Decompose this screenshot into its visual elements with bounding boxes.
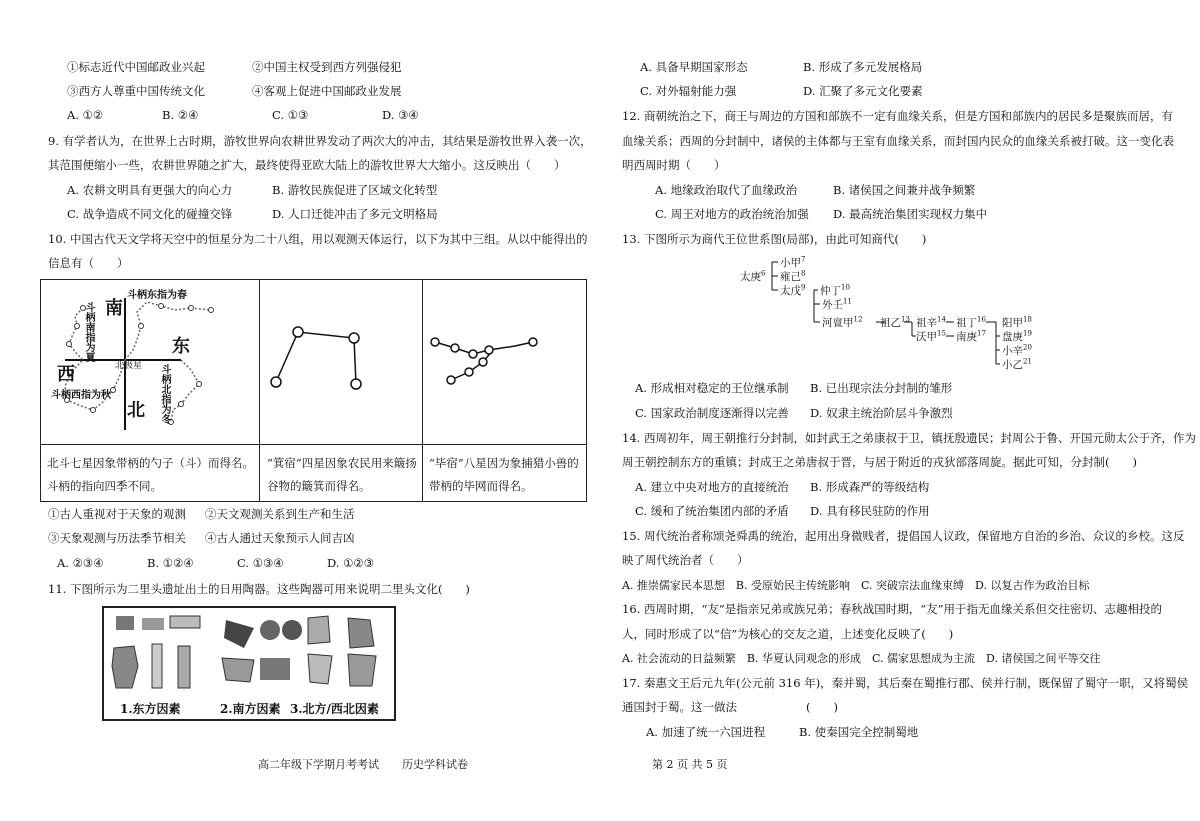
q10-text-line1: 10. 中国古代天文学将天空中的恒星分为二十八组，用以观测天体运行，以下为其中三组。从以中能得出的 [48, 232, 588, 246]
q8-item-4: ④客观上促进中国邮政业发展 [252, 84, 402, 98]
dipper-polaris-label: 北极星 [115, 361, 143, 371]
q10-item-4: ④古人通过天象预示人间吉凶 [205, 531, 355, 545]
q17-option-b: B. 使秦国完全控制蜀地 [799, 725, 919, 739]
tree-zuyi: 祖乙$^{13}$ [880, 315, 910, 329]
pottery-drawings [104, 608, 394, 698]
q9-option-b: B. 游牧民族促进了区域文化转型 [272, 183, 438, 197]
pottery-label-east: 1.东方因素 [120, 702, 181, 716]
q15-text-line1: 15. 周代统治者称颂尧舜禹的统治，起用出身微贱者，提倡国人议政，保留地方自治的乡治、众议的乡校。这反 [622, 529, 1185, 543]
dipper-east-label: 东 [172, 336, 190, 357]
q13-text: 13. 下图所示为商代王位世系图(局部)，由此可知商代( ) [622, 232, 927, 246]
q10-item-1: ①古人重视对于天象的观测 [48, 507, 186, 521]
q16-options: A. 社会流动的日益频繁 B. 华夏认同观念的形成 C. 儒家思想成为主流 D. 诸侯国之间平等交往 [622, 652, 1101, 665]
q8-option-a: A. ①② [67, 108, 104, 122]
q14-option-c: C. 缓和了统治集团内部的矛盾 [635, 504, 789, 518]
tree-pangeng: 盘庚$^{19}$ [1002, 329, 1032, 343]
q12-option-b: B. 诸侯国之间兼并战争频繁 [833, 183, 976, 197]
q10-option-b: B. ①②④ [147, 556, 194, 570]
q15-text-line2: 映了周代统治者（ ） [622, 553, 749, 567]
q12-text-line2: 血缘关系；西周的分封制中，诸侯的主体都与王室有血缘关系，而封国内民众的血缘关系被打破。这一变化表 [622, 134, 1174, 148]
q10-option-d: D. ①②③ [327, 556, 375, 570]
q10-text-line2: 信息有（ ） [48, 256, 129, 270]
q13-option-d: D. 奴隶主统治阶层斗争激烈 [810, 406, 953, 420]
dipper-summer-label: 斗柄南指为夏 [83, 302, 94, 362]
tree-yangjia: 阳甲$^{18}$ [1002, 315, 1032, 329]
q11-text: 11. 下图所示为二里头遗址出土的日用陶器。这些陶器可用来说明二里头文化( ) [48, 582, 470, 596]
dipper-south-label: 南 [105, 298, 123, 319]
jixiu-figure [260, 280, 422, 444]
tree-wairen: 外壬$^{11}$ [822, 297, 852, 311]
dipper-spring-label: 斗柄东指为春 [127, 290, 187, 301]
tree-nangeng: 南庚$^{17}$ [956, 329, 986, 343]
q10-item-3: ③天象观测与历法季节相关 [48, 531, 186, 545]
q11-option-d: D. 汇聚了多元文化要素 [803, 84, 923, 98]
q11-option-b: B. 形成了多元发展格局 [803, 60, 923, 74]
q10-option-c: C. ①③④ [237, 556, 284, 570]
footer-exam-title: 高二年级下学期月考考试 [258, 758, 379, 771]
tree-xiaoyi: 小乙$^{21}$ [1002, 357, 1032, 371]
q13-option-b: B. 已出现宗法分封制的雏形 [810, 381, 953, 395]
tree-zuding: 祖丁$^{16}$ [956, 315, 986, 329]
tree-zhongding: 仲丁$^{10}$ [820, 283, 850, 297]
q8-option-b: B. ②④ [162, 108, 199, 122]
pottery-image [102, 606, 396, 721]
q17-text-line1: 17. 秦惠文王后元九年(公元前 316 年)，秦并蜀，其后秦在蜀推行郡、侯并行制，既保留了蜀守一职，又将蜀侯 [622, 676, 1189, 690]
q10-option-a: A. ②③④ [57, 556, 104, 570]
q8-item-1: ①标志近代中国邮政业兴起 [67, 60, 205, 74]
q8-item-3: ③西方人尊重中国传统文化 [67, 84, 205, 98]
q12-text-line3: 明西周时期（ ） [622, 158, 726, 172]
q11-option-a: A. 具备早期国家形态 [640, 60, 748, 74]
q12-option-a: A. 地缘政治取代了血缘政治 [655, 183, 798, 197]
q13-option-c: C. 国家政治制度逐渐得以完善 [635, 406, 789, 420]
q14-option-b: B. 形成森严的等级结构 [810, 480, 930, 494]
table-cell-dipper: 北斗七星因象带柄的勺子（斗）而得名。斗柄的指向四季不同。 [47, 456, 254, 493]
q12-text-line1: 12. 商朝统治之下，商王与周边的方国和部族不一定有血缘关系，但是方国和部族内的居民多是聚族而居，有 [622, 109, 1173, 123]
tree-xiaojia: 小甲$^7$ [780, 255, 806, 269]
q14-text-line1: 14. 西周初年，周王朝推行分封制，如封武王之弟康叔于卫，镇抚殷遗民；封周公于鲁、开国元勋太公于齐，作为 [622, 431, 1196, 445]
constellation-table [40, 279, 587, 502]
dipper-autumn-label: 斗柄西指为秋 [51, 390, 111, 401]
q9-option-c: C. 战争造成不同文化的碰撞交锋 [67, 207, 233, 221]
footer-subject: 历史学科试卷 [402, 758, 468, 771]
tree-taigeng: 太庚$^6$ [740, 269, 766, 283]
q15-options: A. 推崇儒家民本思想 B. 受原始民主传统影响 C. 突破宗法血缘束缚 D. 以复古作为政治目标 [622, 579, 1090, 592]
q8-option-d: D. ③④ [382, 108, 419, 122]
table-cell-jixiu: “箕宿”四星因象农民用来簸扬谷物的簸箕而得名。 [267, 456, 417, 493]
dipper-west-label: 西 [57, 364, 75, 385]
tree-hetanjia: 河亶甲$^{12}$ [822, 315, 863, 329]
dipper-north-label: 北 [127, 400, 145, 421]
q12-option-d: D. 最高统治集团实现权力集中 [833, 207, 988, 221]
tree-xiaoxin: 小辛$^{20}$ [1002, 343, 1032, 357]
q14-text-line2: 周王朝控制东方的重镇；封成王之弟唐叔于晋，与居于附近的戎狄部落周旋。据此可知，分封制( ) [622, 455, 1137, 469]
succession-tree [740, 252, 1040, 376]
table-cell-bixiu: “毕宿”八星因为象捕猎小兽的带柄的毕网而得名。 [429, 456, 579, 493]
q14-option-a: A. 建立中央对地方的直接统治 [635, 480, 789, 494]
q9-text-line1: 9. 有学者认为，在世界上古时期，游牧世界向农耕世界发动了两次大的冲击，其结果是游牧世界入袭一次， [48, 134, 592, 148]
q16-text-line2: 人，同时形成了以“信”为核心的交友之道，上述变化反映了( ) [622, 627, 954, 641]
tree-yongji: 雍己$^8$ [780, 269, 806, 283]
tree-zuxin: 祖辛$^{14}$ [916, 315, 946, 329]
q13-option-a: A. 形成相对稳定的王位继承制 [635, 381, 789, 395]
pottery-label-north: 3.北方/西北因素 [290, 702, 379, 716]
tree-taiwu: 太戊$^9$ [780, 283, 806, 297]
q9-option-a: A. 农耕文明具有更强大的向心力 [67, 183, 233, 197]
q16-text-line1: 16. 西周时期，“友”是指亲兄弟或族兄弟；春秋战国时期，“友”用于指无血缘关系但交往密切、志趣相投的 [622, 602, 1162, 616]
q9-text-line2: 其范围便缩小一些，农耕世界随之扩大，最终使得亚欧大陆上的游牧世界大大缩小。这反映出（ ） [48, 158, 566, 172]
q17-text-line2: 通国封于蜀。这一做法 ( ) [622, 700, 838, 714]
q12-option-c: C. 周王对地方的政治统治加强 [655, 207, 809, 221]
q8-item-2: ②中国主权受到西方列强侵犯 [252, 60, 402, 74]
q14-option-d: D. 具有移民驻防的作用 [810, 504, 930, 518]
tree-wojia: 沃甲$^{15}$ [916, 329, 946, 343]
q17-option-a: A. 加速了统一六国进程 [646, 725, 766, 739]
q8-option-c: C. ①③ [272, 108, 309, 122]
q11-option-c: C. 对外辐射能力强 [640, 84, 737, 98]
dipper-winter-label: 斗柄北指为冬 [159, 364, 170, 424]
footer-page-number: 第 2 页 共 5 页 [652, 758, 728, 771]
q10-item-2: ②天文观测关系到生产和生活 [205, 507, 355, 521]
bixiu-figure [423, 280, 586, 444]
q9-option-d: D. 人口迁徙冲击了多元文明格局 [272, 207, 438, 221]
pottery-label-south: 2.南方因素 [220, 702, 281, 716]
